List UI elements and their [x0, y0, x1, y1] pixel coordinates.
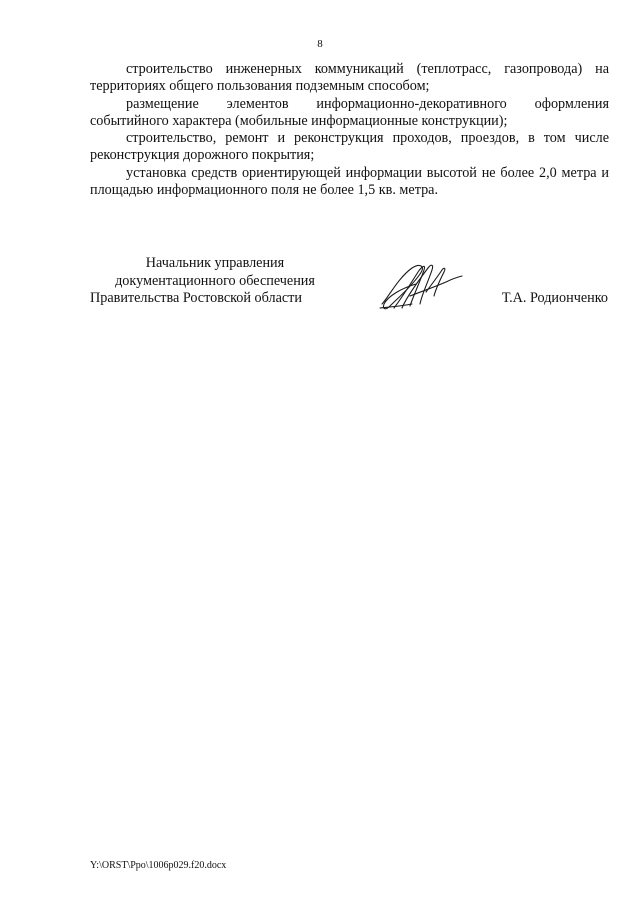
handwritten-signature-icon — [376, 258, 464, 314]
signer-name: Т.А. Родионченко — [501, 290, 608, 306]
signer-position-line-3: Правительства Ростовской области — [90, 290, 302, 306]
paragraph-decorative-elements: размещение элементов информационно-декоративного оформления событийного характера (мобильные информационные конструкции); — [90, 95, 609, 129]
signer-position — [90, 255, 340, 308]
paragraph-engineering-communications: строительство инженерных коммуникаций (теплотрасс, газопровода) на территориях общего пользования подземным способом; — [90, 61, 609, 95]
signer-position-line-1: Начальник управления — [145, 255, 285, 271]
footer-file-path: Y:\ORST\Ppo\1006p029.f20.docx — [90, 860, 227, 871]
paragraph-orientation-info: установка средств ориентирующей информации высотой не более 2,0 метра и площадью информационного поля не более 1,5 кв. метра. — [90, 164, 609, 199]
signer-position-line-2: документационного обеспечения — [115, 272, 315, 289]
paragraph-road-construction: строительство, ремонт и реконструкция проходов, проездов, в том числе реконструкция дорожного покрытия; — [90, 130, 609, 164]
page-number: 8 — [317, 38, 323, 50]
document-body — [90, 61, 609, 199]
